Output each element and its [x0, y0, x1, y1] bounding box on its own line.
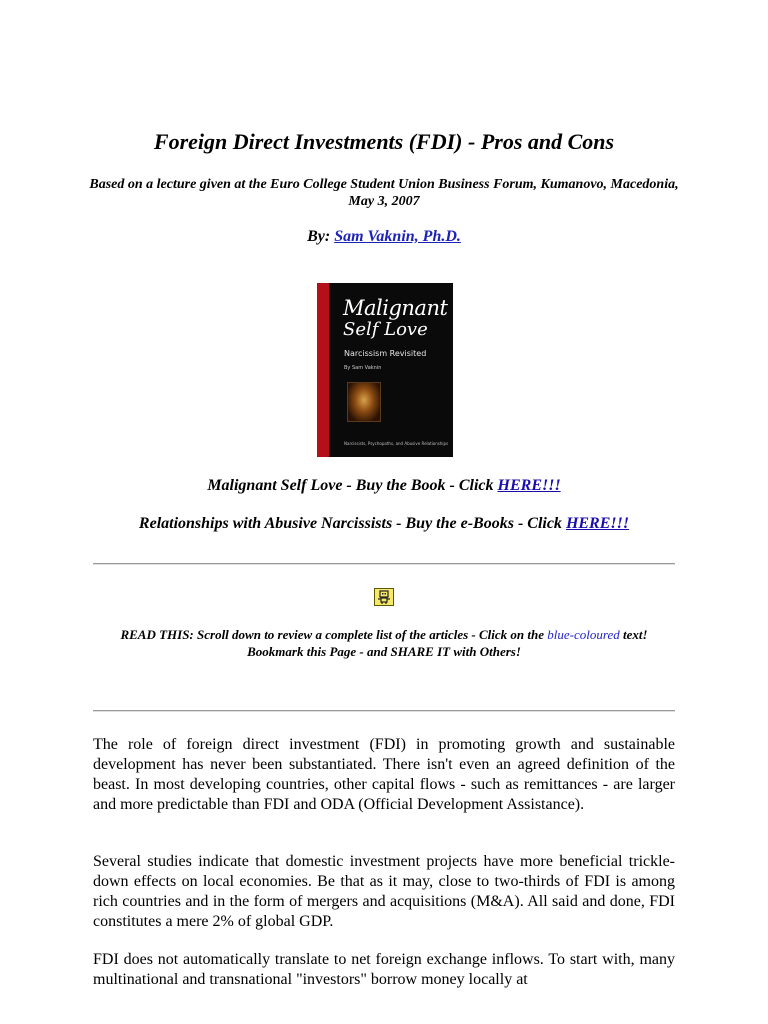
robot-icon[interactable]: [374, 588, 394, 606]
paragraph: FDI does not automatically translate to net foreign exchange inflows. To start with, many multinational and transnational "investors" borrow money locally at: [93, 951, 675, 988]
notice-bookmark: Bookmark this Page - and SHARE IT with Others!: [247, 644, 521, 659]
byline-prefix: By:: [307, 228, 331, 245]
promo-ebooks-text: Relationships with Abusive Narcissists - Buy the e-Books - Click: [138, 515, 562, 532]
byline: [0, 227, 768, 247]
book-cover-image[interactable]: [317, 283, 453, 457]
author-link[interactable]: Sam Vaknin, Ph.D.: [334, 228, 461, 245]
promo-book-link[interactable]: HERE!!!: [497, 477, 561, 494]
promo-ebooks: [0, 514, 768, 534]
read-this-notice: [93, 626, 675, 660]
promo-book: [0, 476, 768, 496]
promo-ebooks-link[interactable]: HERE!!!: [565, 515, 630, 532]
divider-top: [93, 563, 675, 565]
book-author: By Sam Vaknin: [344, 365, 382, 371]
page-subtitle: Based on a lecture given at the Euro College Student Union Business Forum, Kumanovo, Macedonia, May 3, 2007: [89, 177, 679, 209]
paragraph: Several studies indicate that domestic investment projects have more beneficial trickle-down effects on local economies. Be that as it may, close to two-thirds of FDI is among rich countries and in the form of mergers and acquisitions (M&A). All said and done, FDI constitutes a mere 2% of global GDP.: [93, 853, 675, 930]
book-cover-picture: [347, 382, 381, 422]
book-footer: Narcissists, Psychopaths, and Abusive Relationships: [344, 441, 449, 446]
notice-text-end: text!: [622, 627, 648, 642]
divider-bottom: [93, 710, 675, 712]
book-subtitle: Narcissism Revisited: [344, 349, 427, 358]
book-title-line1: Malignant: [343, 296, 448, 320]
book-spine: [317, 283, 329, 457]
book-title-line2: Self Love: [343, 319, 428, 340]
paragraph: The role of foreign direct investment (FDI) in promoting growth and sustainable development has never been substantiated. There isn't even an agreed definition of the beast. In most developing countries, other capital flows - such as remittances - are larger and more predictable than FDI and ODA (Official Development Assistance).: [93, 736, 675, 813]
notice-text: READ THIS: Scroll down to review a complete list of the articles - Click on the: [120, 627, 545, 642]
promo-book-text: Malignant Self Love - Buy the Book - Click: [207, 477, 494, 494]
notice-blue-text: blue-coloured: [547, 627, 620, 642]
page-title: Foreign Direct Investments (FDI) - Pros and Cons: [153, 129, 615, 154]
